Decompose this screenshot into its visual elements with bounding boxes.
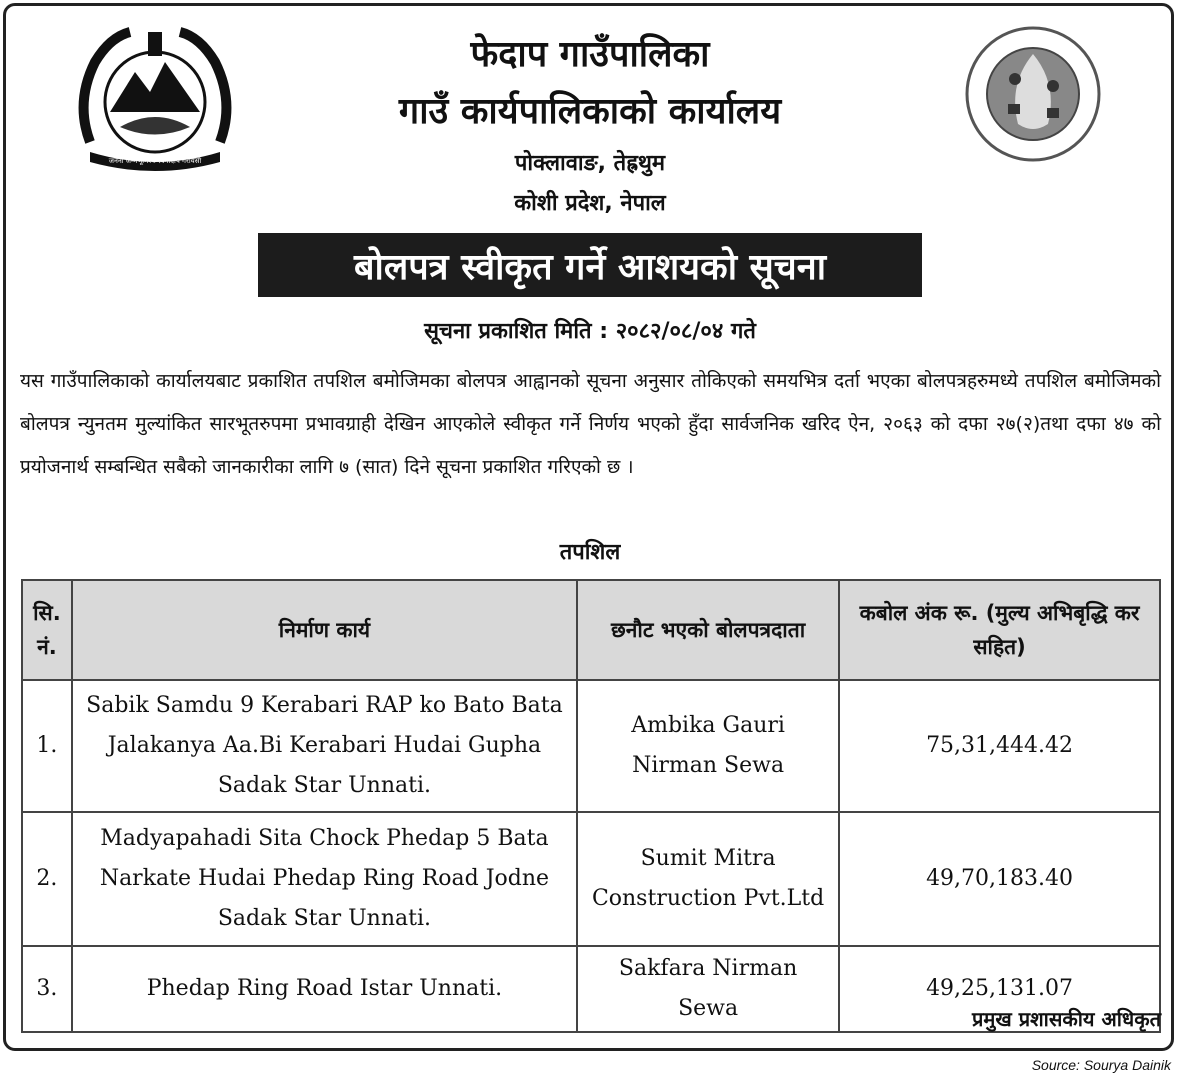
notice-body: यस गाउँपालिकाको कार्यालयबाट प्रकाशित तपशिल बमोजिमका बोलपत्र आह्वानको सूचना अनुसार तोकिएको समयभित्र दर्ता भएका बोलपत्रहरुमध्ये तपशिल बमोजिमको बोलपत्र न्युनतम मुल्यांकित सारभूतरुपमा प्रभावग्राही देखिन आएकोले स्वीकृत गर्ने निर्णय भएको हुँदा सार्वजनिक खरिद ऐन, २०६३ को दफा २७(२)तथा दफा ४७ को प्रयोजनार्थ सम्बन्धित सबैको जानकारीका लागि ७ (सात) दिने सूचना प्रकाशित गरिएको छ । (20, 370, 1161, 478)
signatory-title: प्रमुख प्रशासकीय अधिकृत (972, 1007, 1161, 1031)
province-country: कोशी प्रदेश, नेपाल (514, 191, 666, 216)
row-serial: 3. (22, 946, 72, 1032)
row-amount: 49,25,131.07 (839, 946, 1160, 1032)
table-row (22, 680, 1160, 812)
row-work: Sabik Samdu 9 Kerabari RAP ko Bato Bata Jalakanya Aa.Bi Kerabari Hudai Gupha Sadak Star Unnati. (72, 680, 577, 812)
office-location: पोक्लावाङ, तेह्रथुम (514, 151, 666, 176)
municipality-seal-icon (963, 24, 1103, 164)
nepal-emblem-icon (70, 22, 240, 172)
col-work: निर्माण कार्य (72, 580, 577, 680)
source-credit: Source: Sourya Dainik (1031, 1057, 1171, 1073)
row-amount: 49,70,183.40 (839, 812, 1160, 946)
row-serial: 1. (22, 680, 72, 812)
col-amount: कबोल अंक रू. (मुल्य अभिबृद्धि कर सहित) (839, 580, 1160, 680)
notice-title: बोलपत्र स्वीकृत गर्ने आशयको सूचना (258, 233, 922, 297)
row-work: Madyapahadi Sita Chock Phedap 5 Bata Narkate Hudai Phedap Ring Road Jodne Sadak Star Unnati. (72, 812, 577, 946)
bid-table (21, 579, 1161, 1033)
row-bidder: Sakfara Nirman Sewa (577, 946, 839, 1032)
row-serial: 2. (22, 812, 72, 946)
details-label: तपशिल (559, 540, 621, 565)
col-serial: सि. नं. (22, 580, 72, 680)
table-row (22, 812, 1160, 946)
svg-text:जननी जन्मभूमिश्च स्वर्गादपि गर: जननी जन्मभूमिश्च स्वर्गादपि गरीयसी (108, 157, 202, 165)
row-amount: 75,31,444.42 (839, 680, 1160, 812)
col-bidder: छनौट भएको बोलपत्रदाता (577, 580, 839, 680)
table-header-row (22, 580, 1160, 680)
office-name: गाउँ कार्यपालिकाको कार्यालय (398, 91, 782, 132)
publish-date: सूचना प्रकाशित मिति : २०८२/०८/०४ गते (424, 319, 756, 344)
row-bidder: Sumit Mitra Construction Pvt.Ltd (577, 812, 839, 946)
row-bidder: Ambika Gauri Nirman Sewa (577, 680, 839, 812)
row-work: Phedap Ring Road Istar Unnati. (72, 946, 577, 1032)
municipality-name: फेदाप गाउँपालिका (470, 34, 710, 75)
